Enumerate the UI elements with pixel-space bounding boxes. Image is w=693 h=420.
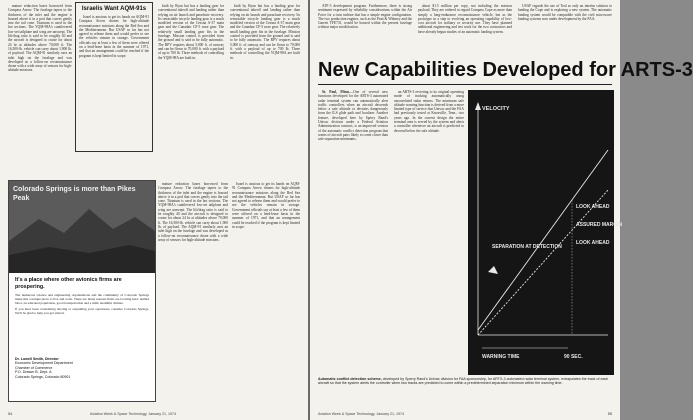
right-page [310,0,693,420]
article-column-2-text: an ARTS-3 reverting to its original operating mode of tracking automatically using uncorrelated radar returns. The minimum safe altitude warning function is derived from a more limited type of service that Univac and the FAA had previously tested at Knoxville, Tenn., two years ago. In the current design the entire terminal area is served by the system and alerts a controller whenever an aircraft is predicted to descend below the safe altitude. [394,90,464,133]
assured-margin-label: ASSURED MARGIN [576,222,623,228]
right-top-column-3-text: USAF regards the use of Teal as only an interim solution to landing the Cope and is exploring a new system. The automatic landing system would be compatible with the civil microwave landing systems now under development by the FAA. [518,4,612,21]
right-top-column-1-text: ATF-3 development program. Furthermore, there is strong sentiment expressed by reliability considerations within the Air Force for a twin turbine that has a simple engine configuration. The two production engines, such as the Pratt & Whitney and the Garrett TFE731, would be housed within the present fuselage without major modification. [318,4,412,30]
ad-photo [9,181,155,273]
left-column-6 [232,182,300,392]
left-column-4 [230,4,300,172]
left-column-5 [158,182,228,392]
left-column-1-text: mature reduction bases borrowed from Compass Arrow. The fuselage tapers to the thickness of the inlet and the engine is housed above it in a pod that curves gently into the tail cone. Titanium is used in the hot sections. The YQM-98A's cantilevered low-set tailplane and wing are unswept. The lift/drag ratio is said to be roughly 40 and the aircraft is designed to cruise for about 24 hr at altitudes above 70,000 ft. The 16,500-lb. vehicle can carry about 1,900 lb. of payload. The AQM-91 similarly uses an inlet high on the fuselage and was developed as a follow-on reconnaissance drone with a wide array of sensors for high-altitude missions. [8,4,72,73]
ad-contact-block [15,357,149,379]
ad-body-paragraph-1: The numerous science and engineering organizations and the community of Colorado Springs make this a unique place to live and work. There are many reasons firms are locating here: skilled labor, an educated population, good transportation and a mild, healthful climate. [15,293,149,306]
right-top-column-3 [518,4,612,54]
left-column-5-text: mature reduction bases borrowed from Compass Arrow. The fuselage tapers to the thickness of the inlet and the engine is housed above it in a pod that curves gently into the tail cone. Titanium is used in the hot sections. The YQM-98A's cantilevered low-set tailplane and wing are unswept. The lift/drag ratio is said to be roughly 40 and the aircraft is designed to cruise for about 24 hr at altitudes above 70,000 ft. The 16,500-lb. vehicle can carry about 1,900 lb. of payload. The AQM-91 similarly uses an inlet high on the fuselage and was developed as a follow-on reconnaissance drone with a wide array of sensors for high-altitude missions. [158,182,228,242]
left-column-6-text: Israel is anxious to get its hands on AQM-91 Compass Arrow drones for high-altitude reconnaissance missions along the Red Sea and the Mediterranean. But USAF so far has not agreed to release them and would prefer to see the vehicles remain in storage. Government officials say at least a few of them were offered on a lend-lease basis in the summer of 1971, and that an arrangement could be reached if the program is kept limited in scope. [232,182,300,229]
ad-contact-name: Dr. Lowell Smith, Director [15,357,59,361]
left-column-3-text: built by Ryan but has a landing gear for conventional takeoff and landing rather than relying on air launch and parachute recovery. Its retractable tricycle landing gear is a much modified version of the Cessna A-37 main gear and the Canadair CF-5 nose gear. The relatively small landing gear fits in the fuselage. Mission control is provided from the ground and is said to be fully automatic. The RPV requires about 5,000 ft. of runway and can be flown to 70,000 ft. with a payload of up to 700 lb. Three methods of controlling the YQM-98A are built in. [158,4,224,60]
ad-contact-line-3: Chamber of Commerce [15,365,53,370]
ad-tagline: It's a place where other avionics firms are prospering. [15,277,122,290]
diagram-background [468,90,614,375]
right-page-footer: Aviation Week & Space Technology, January 21, 1974 [318,412,405,416]
left-page-footer: Aviation Week & Space Technology, January 21, 1974 [90,412,177,416]
conflict-detection-diagram [468,90,623,375]
lookahead-top-label: LOOK AHEAD [576,204,610,210]
article-column-1-text: St. Paul, Minn.—One of several new functions developed for the ARTS-3 automated radar terminal system can automatically alert traffic controllers when an aircraft descends below a safe altitude or deviates dangerously from the ILS glide path and localizer. Another feature, developed here by Sperry Rand's Univac division under a Federal Aviation Administration contract, is an improved version of the automatic conflict detection program that warns of aircraft pairs likely to come closer than safe separation minimums. [318,90,388,142]
caption-text: developed by Sperry Rand's Univac division for FAA sponsorship, for ARTS-3 automated radar terminal system, extrapolates the track of each aircraft so that the system alerts the controller when two tracks are predicted to come within a predetermined separation minimum within the warning time. [318,377,609,386]
right-top-column-2 [418,4,512,54]
diagram-svg [468,90,623,375]
velocity-label: VELOCITY [482,106,510,112]
article-column-2 [394,90,464,372]
warning-time-value: 90 SEC. [564,354,583,360]
ad-body [15,293,149,316]
colorado-springs-ad [8,180,156,402]
left-column-3 [158,4,224,172]
right-top-column-1 [318,4,412,54]
sidebar-box-body [79,15,149,58]
right-page-number: 55 [607,412,612,416]
left-page-number: 54 [8,412,13,416]
right-top-column-2-text: about $1.5 million per copy, not including the mission payload. They are ordered to regard Compass Cope as more than simply a long-endurance reconnaissance vehicle, but as the prototype in a step to evolving an operating capability of low-cost aircraft for military or security use. They have planned additional engineering and test work for the two contractors and have already begun studies of an automatic landing system. [418,4,512,34]
ad-contact-line-5: Colorado Springs, Colorado 80901 [15,374,71,379]
left-column-4-text: built by Ryan but has a landing gear for conventional takeoff and landing rather than relying on air launch and parachute recovery. Its retractable tricycle landing gear is a much modified version of the Cessna A-37 main gear and the Canadair CF-5 nose gear. The relatively small landing gear fits in the fuselage. Mission control is provided from the ground and is said to be fully automatic. The RPV requires about 5,000 ft. of runway and can be flown to 70,000 ft. with a payload of up to 700 lb. Three methods of controlling the YQM-98A are built in. [230,4,300,60]
warning-time-label: WARNING TIME [482,354,520,360]
figure-caption [318,377,614,386]
sidebar-box-text: Israel is anxious to get its hands on AQM-91 Compass Arrow drones for high-altitude reconnaissance missions along the Red Sea and the Mediterranean. But USAF so far has not agreed to release them and would prefer to see the vehicles remain in storage. Government officials say at least a few of them were offered on a lend-lease basis in the summer of 1971, and that an arrangement could be reached if the program is kept limited in scope. [79,15,149,58]
left-column-1 [8,4,72,174]
article-headline: New Capabilities Developed for ARTS-3 [318,59,693,81]
ad-headline: Colorado Springs is more than Pikes Peak [13,186,136,202]
ad-contact-line-2: Economic Development Department [15,361,73,366]
lookahead-bottom-label: LOOK AHEAD [576,240,610,246]
article-byline: St. Paul, Minn. [322,90,350,94]
article-column-1-body: One of several new functions developed for the ARTS-3 automated radar terminal system can automatically alert traffic controllers when an aircraft descends below a safe altitude or deviates dangerously from the ILS glide path and localizer. Another feature, developed here by Sperry Rand's Univac division under a Federal Aviation Administration contract, is an improved version of the automatic conflict detection program that warns of aircraft pairs likely to come closer than safe separation minimums. [318,90,388,142]
left-page [0,0,308,420]
ad-contact-line-4: P.O. Drawer B, Dept. A [15,370,52,375]
article-column-1 [318,90,388,372]
headline-rule [318,84,612,85]
caption-lead: Automatic conflict detection scheme, [318,377,382,381]
separation-label: SEPARATION AT DETECTION [492,244,562,250]
ad-body-paragraph-2: If you have been considering moving or expanding your operations, consider Colorado Springs. We'll be glad to help you get started. [15,306,149,315]
sidebar-box [75,2,153,152]
sidebar-box-title: Israelis Want AQM-91s [81,6,147,12]
